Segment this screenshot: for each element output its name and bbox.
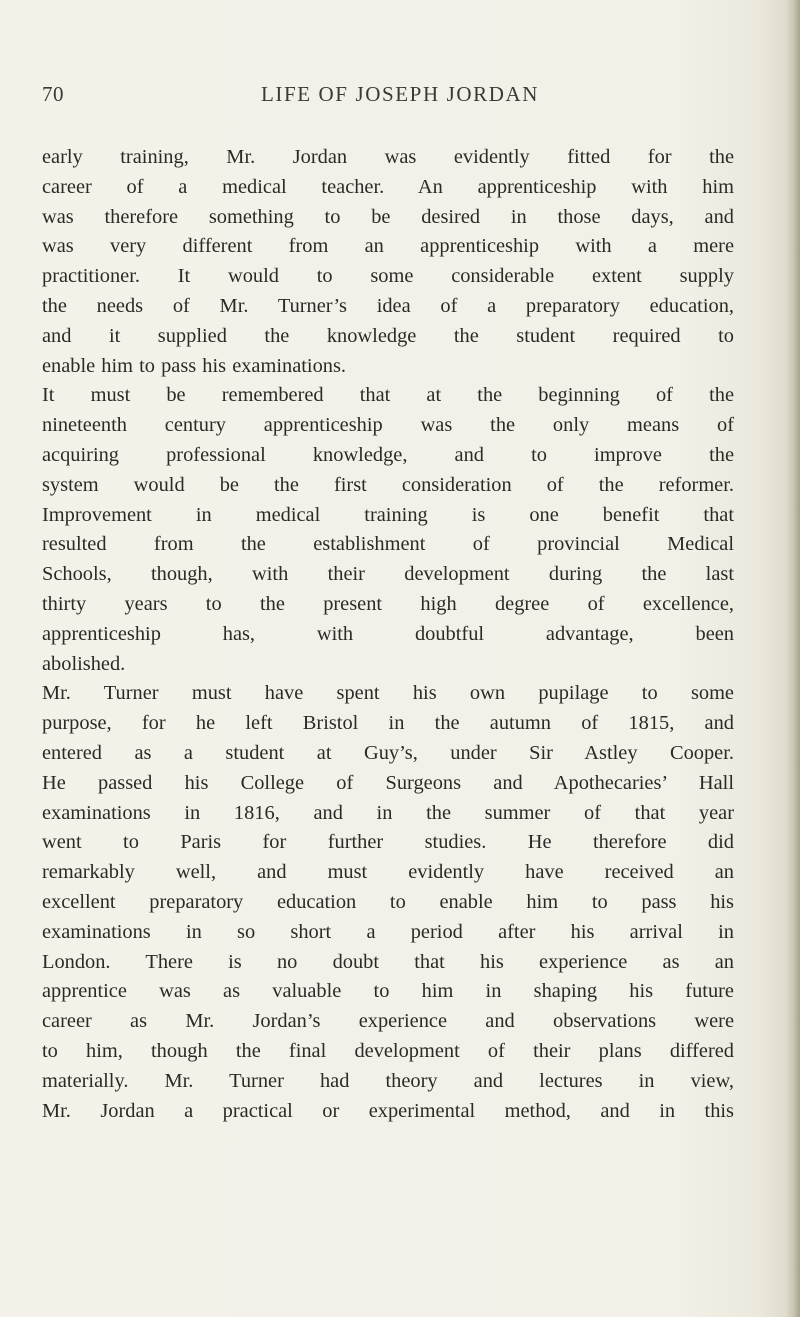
text-line: was therefore something to be desired in those days, and xyxy=(42,205,734,228)
text-line: to him, though the final development of their plans differed xyxy=(42,1039,734,1062)
text-line: Schools, though, with their development during the last xyxy=(42,563,734,586)
text-line: Mr. Jordan a practical or experimental method, and in this xyxy=(42,1099,734,1122)
text-line: acquiring professional knowledge, and to improve the xyxy=(42,443,734,466)
text-line: examinations in so short a period after his arrival in xyxy=(42,920,734,943)
running-title: LIFE OF JOSEPH JORDAN xyxy=(260,82,540,106)
text-line: abolished. xyxy=(42,652,126,675)
text-line: resulted from the establishment of provincial Medical xyxy=(42,533,734,556)
text-line: excellent preparatory education to enable him to pass his xyxy=(42,890,734,913)
text-line: purpose, for he left Bristol in the autumn of 1815, and xyxy=(42,712,734,735)
text-line: entered as a student at Guy’s, under Sir Astley Cooper. xyxy=(42,741,734,764)
text-line: system would be the first consideration of the reformer. xyxy=(42,473,734,496)
text-line: apprenticeship has, with doubtful advantage, been xyxy=(42,622,734,645)
text-line: early training, Mr. Jordan was evidently fitted for the xyxy=(42,146,734,168)
text-line: went to Paris for further studies. He therefore did xyxy=(42,831,734,854)
text-line: It must be remembered that at the beginning of the xyxy=(42,384,734,407)
text-line: examinations in 1816, and in the summer of that year xyxy=(42,801,734,824)
body-text xyxy=(42,143,734,1126)
page-edge-shadow xyxy=(786,0,800,1317)
text-line: practitioner. It would to some considerable extent supply xyxy=(42,265,734,288)
text-line: London. There is no doubt that his experience as an xyxy=(42,950,734,973)
text-line: thirty years to the present high degree of excellence, xyxy=(42,592,734,615)
page-header xyxy=(0,82,800,112)
text-line: apprentice was as valuable to him in shaping his future xyxy=(42,980,734,1003)
text-line: was very different from an apprenticeship with a mere xyxy=(42,235,734,258)
text-line: the needs of Mr. Turner’s idea of a preparatory education, xyxy=(42,294,734,317)
text-line: enable him to pass his examinations. xyxy=(42,354,347,377)
text-line: materially. Mr. Turner had theory and lectures in view, xyxy=(42,1069,734,1092)
page-number: 70 xyxy=(42,82,64,106)
text-line: career of a medical teacher. An apprenticeship with him xyxy=(42,175,734,198)
text-line: He passed his College of Surgeons and Apothecaries’ Hall xyxy=(42,771,734,794)
text-line: Improvement in medical training is one benefit that xyxy=(42,503,734,526)
text-line: remarkably well, and must evidently have received an xyxy=(42,861,734,884)
text-line: career as Mr. Jordan’s experience and observations were xyxy=(42,1010,734,1033)
text-line: Mr. Turner must have spent his own pupilage to some xyxy=(42,682,734,705)
text-line: and it supplied the knowledge the student required to xyxy=(42,324,734,347)
text-line: nineteenth century apprenticeship was the only means of xyxy=(42,414,734,437)
